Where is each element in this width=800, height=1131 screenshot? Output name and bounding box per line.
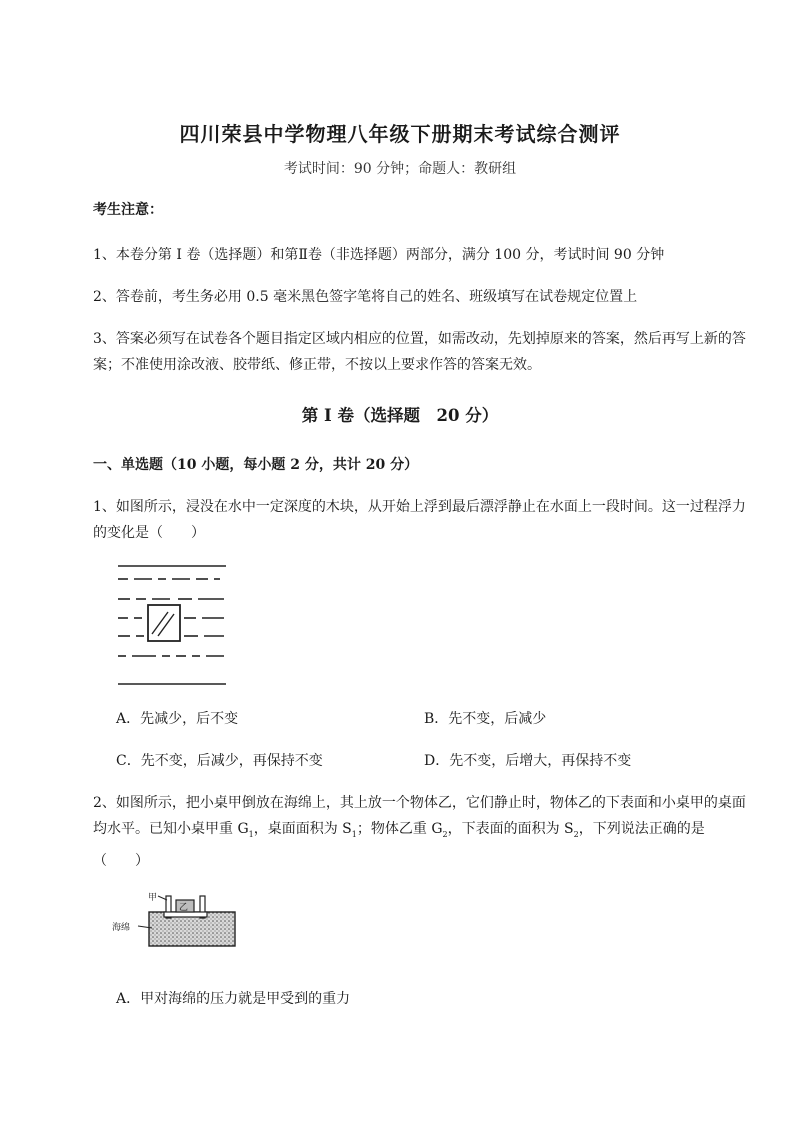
notice-item-1: 1、本卷分第 I 卷（选择题）和第Ⅱ卷（非选择题）两部分，满分 100 分，考试时间 90 分钟 [93, 247, 665, 263]
question-2-figure [100, 888, 240, 948]
section-title: 第 I 卷（选择题 20 分） [301, 406, 499, 425]
notice-heading: 考生注意： [93, 202, 163, 218]
question-1-option-c[interactable]: C．先不变，后减少，再保持不变 [116, 753, 323, 769]
question-1-stem: 1、如图所示，浸没在水中一定深度的木块，从开始上浮到最后漂浮静止在水面上一段时间。这一过程浮力的变化是（ ） [93, 499, 746, 541]
question-1-option-d[interactable]: D．先不变，后增大，再保持不变 [424, 753, 632, 769]
question-2-stem: 2、如图所示，把小桌甲倒放在海绵上，其上放一个物体乙，它们静止时，物体乙的下表面和小桌甲的桌面均水平。已知小桌甲重 $G_1$，桌面面积为 $S_1$；物体乙重 $G_2$，下表面的面积为 $S_2$，下列说法正确的是（ ） [93, 795, 746, 869]
label-sponge: 海绵 [112, 923, 131, 933]
question-1-option-b[interactable]: B．先不变，后减少 [424, 711, 547, 727]
label-jia: 甲 [148, 893, 158, 903]
question-1-option-a[interactable]: A．先减少，后不变 [116, 711, 239, 727]
label-yi: 乙 [179, 903, 189, 913]
exam-title: 四川荣县中学物理八年级下册期末考试综合测评 [179, 122, 621, 146]
notice-item-3: 3、答案必须写在试卷各个题目指定区域内相应的位置，如需改动，先划掉原来的答案，然后再写上新的答案；不准使用涂改液、胶带纸、修正带，不按以上要求作答的答案无效。 [93, 331, 746, 373]
part-heading: 一、单选题（10 小题，每小题 2 分，共计 20 分） [93, 457, 419, 473]
question-1-figure [112, 558, 232, 690]
wood-block [148, 605, 180, 641]
exam-subtitle: 考试时间：90 分钟；命题人：教研组 [283, 161, 517, 177]
notice-item-2: 2、答卷前，考生务必用 0.5 毫米黑色签字笔将自己的姓名、班级填写在试卷规定位置上 [93, 289, 638, 305]
question-2-option-a[interactable]: A．甲对海绵的压力就是甲受到的重力 [116, 991, 351, 1007]
